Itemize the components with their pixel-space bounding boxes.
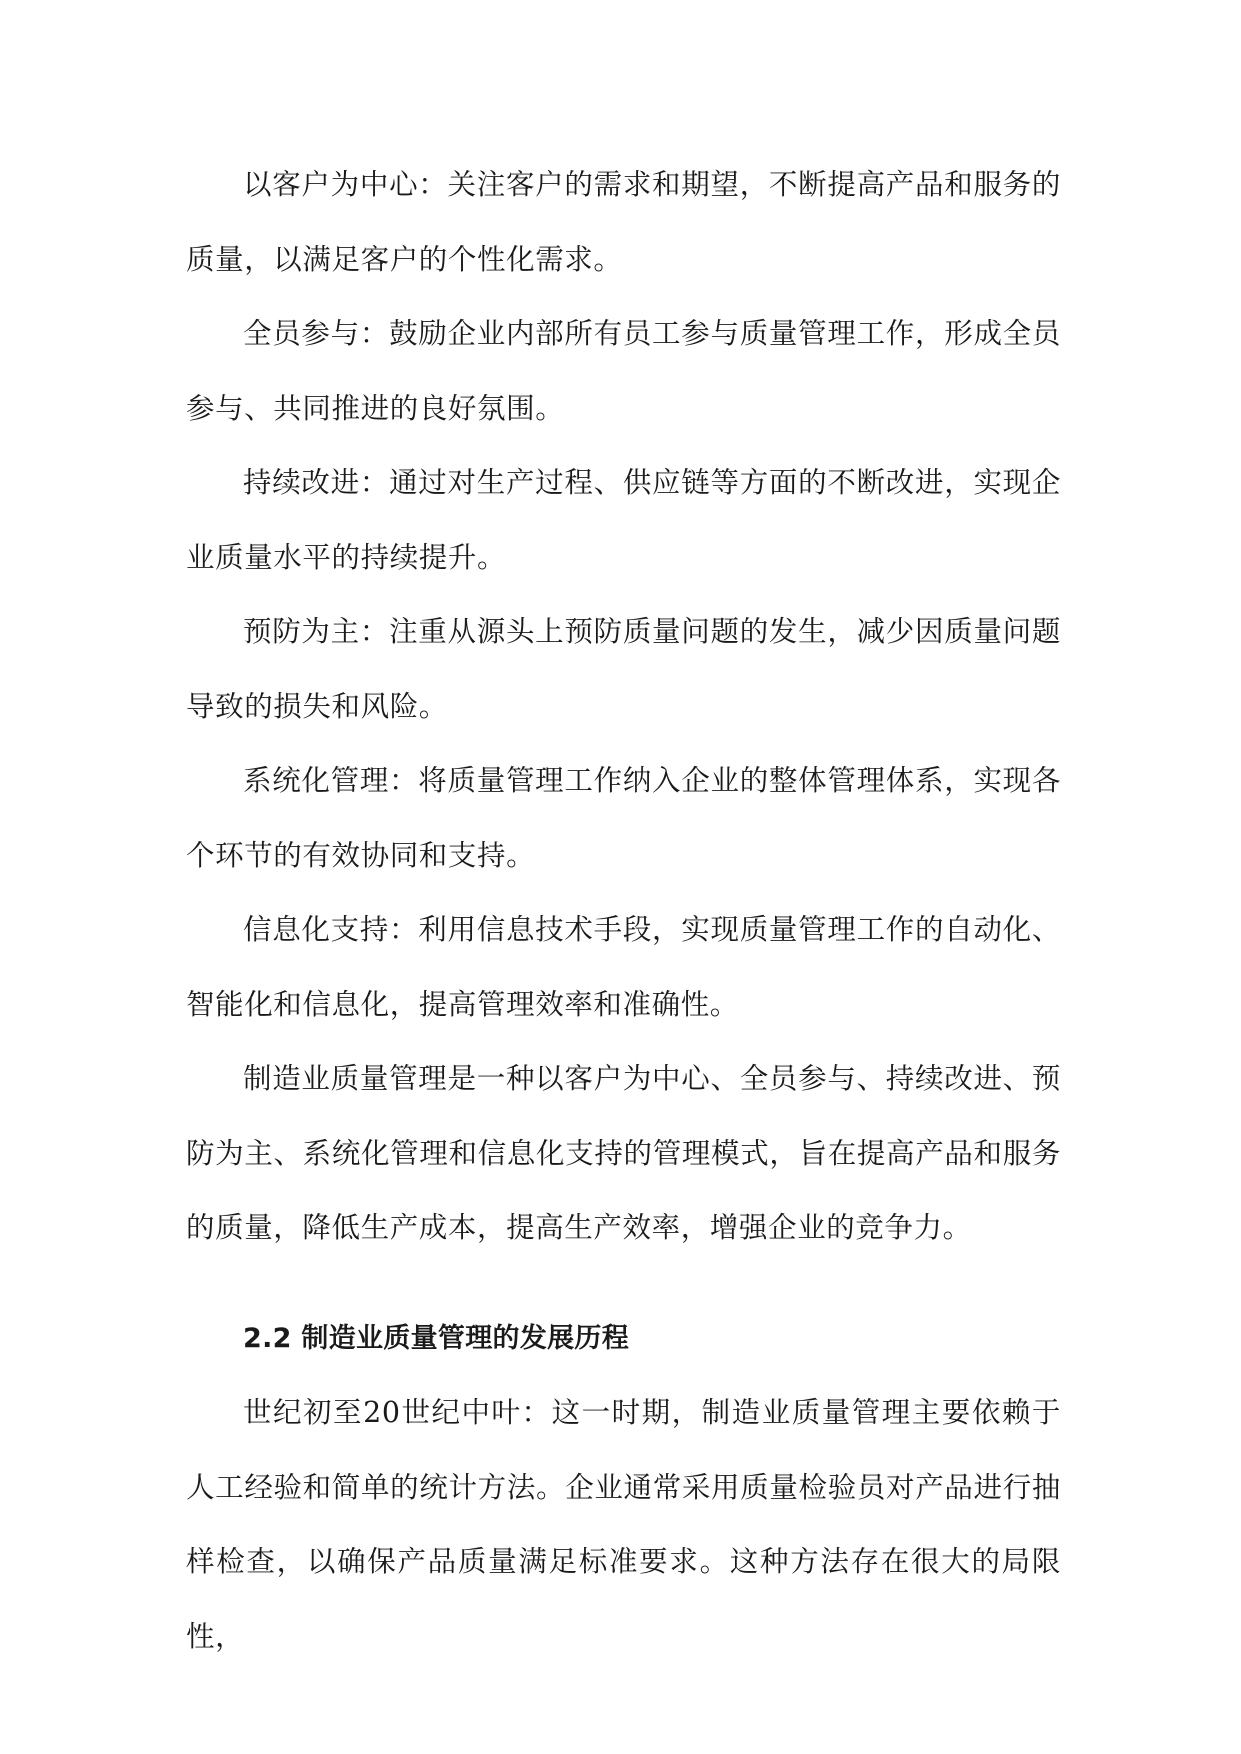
paragraph-systematic-management: 系统化管理：将质量管理工作纳入企业的整体管理体系，实现各个环节的有效协同和支持。: [186, 764, 1061, 872]
paragraph-summary: 制造业质量管理是一种以客户为中心、全员参与、持续改进、预防为主、系统化管理和信息化支持的管理模式，旨在提高产品和服务的质量，降低生产成本，提高生产效率，增强企业的竞争力。: [186, 1062, 1061, 1244]
paragraph-early-history: 世纪初至20世纪中叶：这一时期，制造业质量管理主要依赖于人工经验和简单的统计方法。企业通常采用质量检验员对产品进行抽样检查，以确保产品质量满足标准要求。这种方法存在很大的局限性，: [186, 1396, 1061, 1653]
paragraph-prevention-first: 预防为主：注重从源头上预防质量问题的发生，减少因质量问题导致的损失和风险。: [186, 615, 1061, 723]
paragraph-full-participation: 全员参与：鼓励企业内部所有员工参与质量管理工作，形成全员参与、共同推进的良好氛围。: [186, 317, 1061, 425]
paragraph-information-support: 信息化支持：利用信息技术手段，实现质量管理工作的自动化、智能化和信息化，提高管理效率和准确性。: [186, 913, 1061, 1021]
paragraph-customer-focus: 以客户为中心：关注客户的需求和期望，不断提高产品和服务的质量，以满足客户的个性化需求。: [186, 168, 1061, 276]
paragraph-continuous-improvement: 持续改进：通过对生产过程、供应链等方面的不断改进，实现企业质量水平的持续提升。: [186, 466, 1061, 574]
section-heading: 2.2 制造业质量管理的发展历程: [243, 1322, 630, 1354]
